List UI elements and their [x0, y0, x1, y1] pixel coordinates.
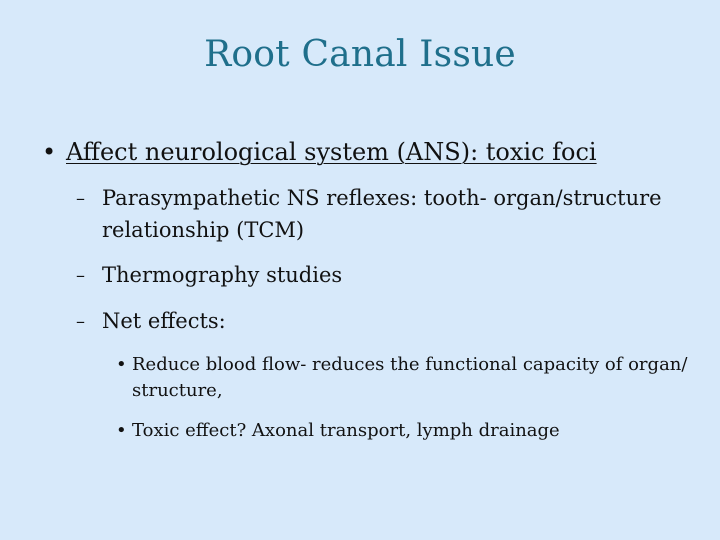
sub-bullet-parasympathetic [76, 182, 692, 246]
sub-bullet-marker: – [76, 188, 85, 209]
nested-bullet-blood-flow [116, 352, 692, 404]
sub-bullet-text: Thermography studies [102, 263, 343, 287]
nested-bullet-marker: • [116, 354, 127, 375]
main-bullet [42, 135, 692, 169]
sub-bullet-marker: – [76, 265, 85, 286]
nested-bullet-marker: • [116, 420, 127, 441]
sub-bullet-text: Net effects: [102, 309, 226, 333]
main-bullet-text: Affect neurological system (ANS): toxic foci [66, 138, 597, 166]
sub-bullet-marker: – [76, 311, 85, 332]
slide-content [42, 135, 692, 444]
sub-bullet-thermography [76, 259, 692, 292]
sub-bullet-text: Parasympathetic NS reflexes: tooth- organ/structure relationship (TCM) [102, 186, 662, 242]
sub-bullet-net-effects [76, 305, 692, 338]
nested-bullet-text: Toxic effect? Axonal transport, lymph drainage [132, 420, 560, 441]
nested-bullet-text: Reduce blood flow- reduces the functional capacity of organ/ structure, [132, 354, 688, 401]
main-bullet-marker: • [42, 138, 57, 166]
slide-title: Root Canal Issue [204, 34, 516, 75]
nested-bullet-toxic-effect [116, 418, 692, 444]
